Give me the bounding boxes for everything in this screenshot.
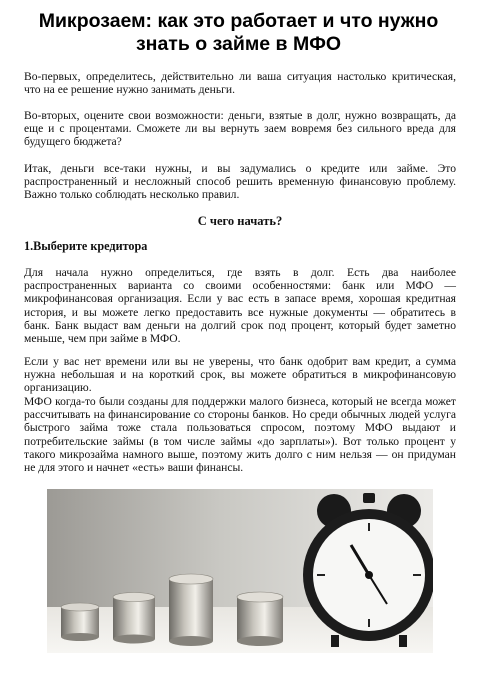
paragraph-step1-2: Если у вас нет времени или вы не уверены, что банк одобрит вам кредит, а сумма нужна небольшая и на короткий срок, вы можете обратиться в микрофинансовую организацию. bbox=[24, 355, 456, 395]
section-heading: С чего начать? bbox=[197, 214, 283, 228]
paragraph-intro-2: Во-вторых, оцените свои возможности: деньги, взятые в долг, нужно возвращать, да еще и с процентами. Сможете ли вы вернуть заем вовремя без сильного вреда для будущего бюджета? bbox=[24, 109, 456, 149]
coins-and-alarm-clock-photo bbox=[47, 489, 433, 653]
article-title: Микрозаем: как это работает и что нужно знать о займе в МФО bbox=[38, 10, 439, 55]
paragraph-step1-3: МФО когда-то были созданы для поддержки малого бизнеса, который не всегда может рассчитывать на финансирование со стороны банков. Но среди обычных людей услуга быстрого займа тоже стала пользоваться спросом, поэтому МФО выдают и потребительские займы (в том числе займы «до зарплаты»). Вот только процент у такого микрозайма намного выше, поэтому жить долго с ним нельзя — он придуман не для этого и начнет «есть» ваши финансы. bbox=[24, 395, 456, 475]
coin-stack-1 bbox=[61, 603, 99, 641]
coin-stack-4 bbox=[237, 592, 283, 646]
paragraph-intro-1: Во-первых, определитесь, действительно ли ваша ситуация настолько критическая, что на ее решение нужно занимать деньги. bbox=[24, 70, 456, 97]
coin-stack-2 bbox=[113, 593, 155, 644]
paragraph-step1-1: Для начала нужно определиться, где взять в долг. Есть два наиболее распространенных варианта со своими особенностями: банк или МФО — микрофинансовая организация. Если у вас есть в запасе время, хорошая кредитная история, и вы можете легко предоставить все нужные документы — обратитесь в банк. Банк выдаст вам деньги на долгий срок под процент, который будет заметно меньше, чем при займе в МФО. bbox=[24, 266, 456, 346]
step-heading: 1.Выберите кредитора bbox=[24, 239, 148, 253]
coin-stack-3 bbox=[169, 574, 213, 646]
paragraph-intro-3: Итак, деньги все-таки нужны, и вы задумались о кредите или займе. Это распространенный и несложный способ решить временную финансовую проблему. Важно только соблюдать несколько правил. bbox=[24, 162, 456, 202]
